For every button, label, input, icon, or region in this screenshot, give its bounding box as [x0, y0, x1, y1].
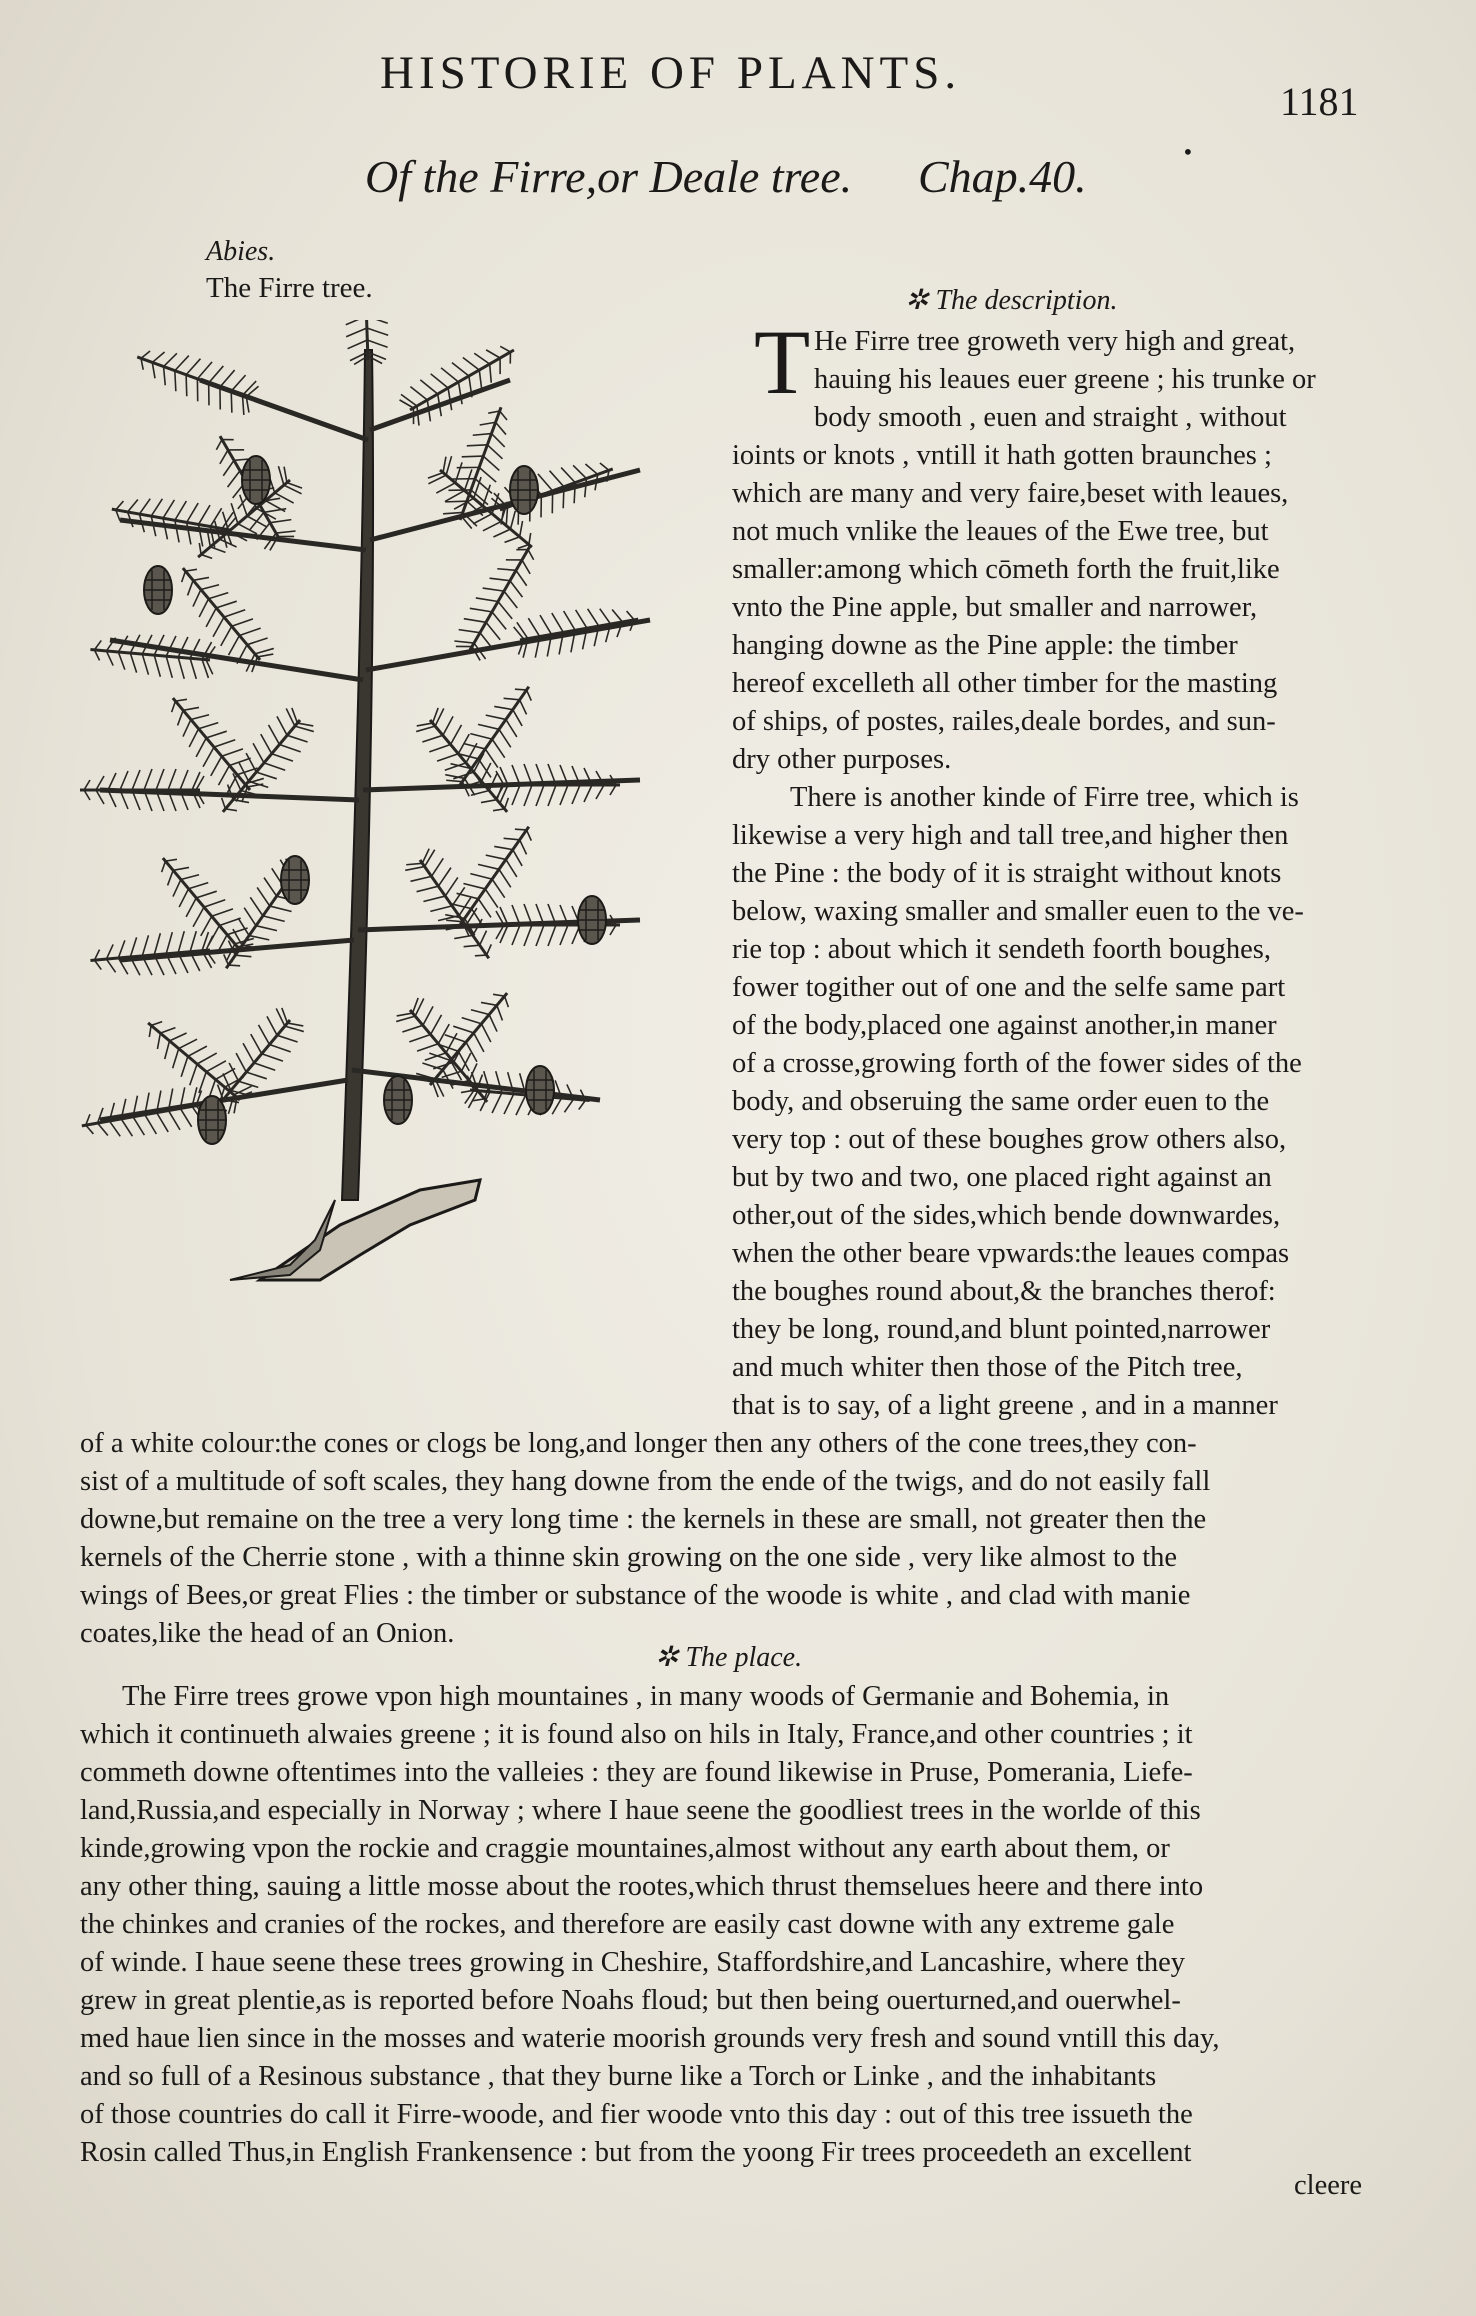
text-line: hauing his leaues euer greene ; his trunke or: [814, 364, 1316, 395]
text-line: when the other beare vpwards:the leaues compas: [732, 1238, 1290, 1269]
text-line: ioints or knots , vntill it hath gotten braunches ;: [732, 440, 1272, 471]
text-line: smaller:among which cōmeth forth the fruit,like: [732, 554, 1280, 585]
text-line: and so full of a Resinous substance , that they burne like a Torch or Linke , and the inhabitants: [80, 2061, 1157, 2092]
text-line: of ships, of postes, railes,deale bordes, and sun-: [732, 706, 1276, 737]
fleuron-icon: ✲: [905, 285, 936, 316]
text-line: which are many and very faire,beset with leaues,: [732, 478, 1289, 509]
drop-cap: T: [754, 311, 811, 413]
ink-mark: •: [1182, 140, 1194, 164]
text-line: downe,but remaine on the tree a very long time : the kernels in these are small, not greater then the: [80, 1504, 1207, 1535]
text-line: dry other purposes.: [732, 744, 952, 775]
text-line: grew in great plentie,as is reported before Noahs floud; but then being ouerturned,and ouerwhel-: [80, 1985, 1181, 2016]
text-line: of a crosse,growing forth of the fower sides of the: [732, 1048, 1302, 1079]
text-line: land,Russia,and especially in Norway ; where I haue seene the goodliest trees in the worlde of this: [80, 1795, 1201, 1826]
text-line: of a white colour:the cones or clogs be long,and longer then any others of the cone trees,they con-: [80, 1428, 1197, 1459]
text-line: other,out of the sides,which bende downwardes,: [732, 1200, 1281, 1231]
text-line: body smooth , euen and straight , without: [814, 402, 1287, 433]
text-line: The Firre trees growe vpon high mountaines , in many woods of Germanie and Bohemia, in: [122, 1681, 1170, 1712]
text-line: of winde. I haue seene these trees growing in Cheshire, Staffordshire,and Lancashire, where they: [80, 1947, 1186, 1978]
text-line: hereof excelleth all other timber for the masting: [732, 668, 1278, 699]
figure-caption: The Firre tree.: [206, 272, 373, 304]
text-line: wings of Bees,or great Flies : the timber or substance of the woode is white , and clad with manie: [80, 1580, 1191, 1611]
figure-latin-name: Abies.: [206, 236, 276, 267]
text-line: which it continueth alwaies greene ; it is found also on hils in Italy, France,and other countries ; it: [80, 1719, 1193, 1750]
section-heading-description: [905, 283, 1117, 317]
page-number: 1181: [1280, 79, 1359, 124]
section-heading-text: The description.: [935, 285, 1118, 316]
text-line: any other thing, sauing a little mosse about the rootes,which thrust themselues heere and there into: [80, 1871, 1204, 1902]
text-line: Rosin called Thus,in English Frankensence : but from the yoong Fir trees proceedeth an excellent: [80, 2137, 1192, 2168]
running-head: HISTORIE OF PLANTS.: [380, 47, 962, 99]
text-line: kernels of the Cherrie stone , with a thinne skin growing on the one side , very like almost to the: [80, 1542, 1178, 1573]
text-line: the Pine : the body of it is straight without knots: [732, 858, 1282, 889]
text-line: of the body,placed one against another,in maner: [732, 1010, 1277, 1041]
text-line: kinde,growing vpon the rockie and craggie mountaines,almost without any earth about them, or: [80, 1833, 1170, 1864]
text-line: very top : out of these boughes grow others also,: [732, 1124, 1287, 1155]
section-heading-text: The place.: [685, 1642, 803, 1673]
text-line: There is another kinde of Firre tree, which is: [790, 782, 1299, 813]
catchword: cleere: [1294, 2170, 1363, 2201]
text-line: likewise a very high and tall tree,and higher then: [732, 820, 1289, 851]
text-line: they be long, round,and blunt pointed,narrower: [732, 1314, 1271, 1345]
section-heading-place: [655, 1640, 802, 1674]
text-line: He Firre tree groweth very high and great,: [814, 326, 1296, 357]
text-line: hanging downe as the Pine apple: the timber: [732, 630, 1238, 661]
text-line: body, and obseruing the same order euen to the: [732, 1086, 1270, 1117]
text-line: but by two and two, one placed right against an: [732, 1162, 1272, 1193]
bleed-through-text: [160, 118, 170, 153]
text-line: med haue lien since in the mosses and waterie moorish grounds very fresh and sound vntill this day,: [80, 2023, 1220, 2054]
text-line: and much whiter then those of the Pitch tree,: [732, 1352, 1243, 1383]
text-line: that is to say, of a light greene , and in a manner: [732, 1390, 1278, 1421]
text-line: sist of a multitude of soft scales, they hang downe from the ende of the twigs, and do not easily fall: [80, 1466, 1211, 1497]
text-line: coates,like the head of an Onion.: [80, 1618, 455, 1649]
text-line: the boughes round about,& the branches therof:: [732, 1276, 1276, 1307]
text-line: fower togither out of one and the selfe same part: [732, 972, 1286, 1003]
text-line: of those countries do call it Firre-woode, and fier woode vnto this day : out of this tree issueth the: [80, 2099, 1193, 2130]
text-line: commeth downe oftentimes into the valleies : they are found likewise in Pruse, Pomerania, Liefe-: [80, 1757, 1193, 1788]
text-line: below, waxing smaller and smaller euen to the ve-: [732, 896, 1304, 927]
text-line: not much vnlike the leaues of the Ewe tree, but: [732, 516, 1269, 547]
fleuron-icon: ✲: [655, 1642, 686, 1673]
chapter-number: Chap.40.: [918, 151, 1087, 202]
text-line: rie top : about which it sendeth foorth boughes,: [732, 934, 1272, 965]
text-line: the chinkes and cranies of the rockes, and therefore are easily cast downe with any extreme gale: [80, 1909, 1175, 1940]
fir-tree-woodcut: [80, 320, 680, 1300]
chapter-title: Of the Firre,or Deale tree.: [365, 151, 853, 202]
text-line: vnto the Pine apple, but smaller and narrower,: [732, 592, 1258, 623]
